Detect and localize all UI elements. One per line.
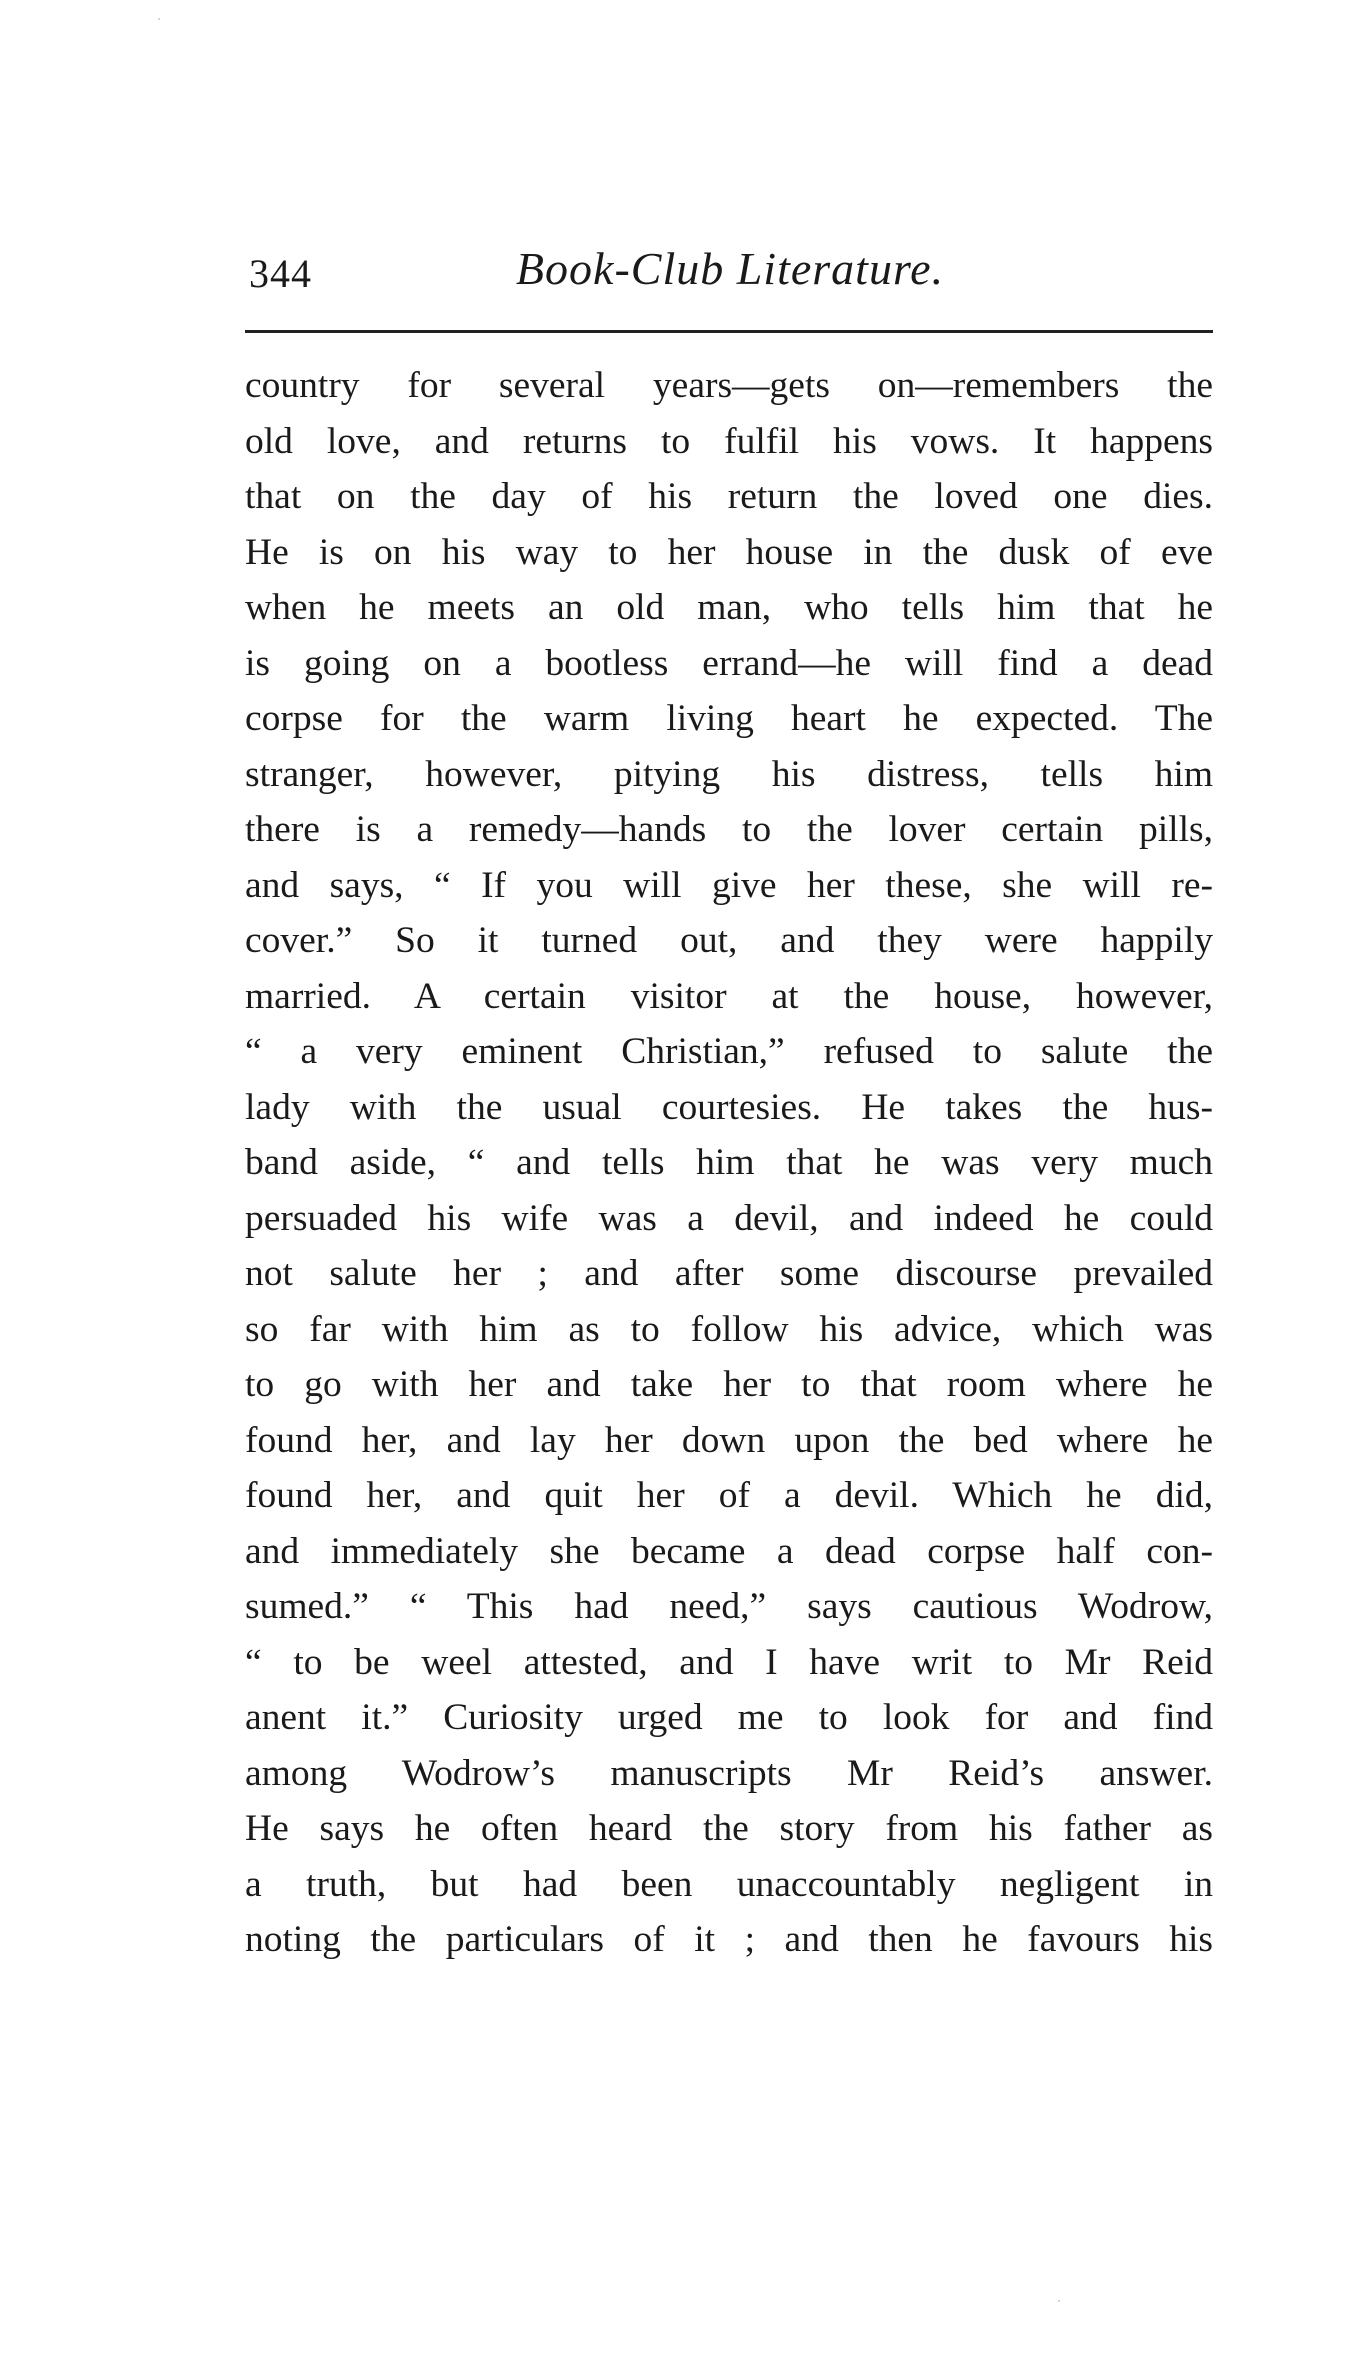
paper-speck <box>158 18 160 20</box>
text-line: a truth, but had been unaccountably negligent in <box>245 1863 1213 1905</box>
header-rule <box>245 330 1213 333</box>
page-header <box>245 240 1215 310</box>
text-line: among Wodrow’s manuscripts Mr Reid’s answer. <box>245 1752 1213 1794</box>
text-line: and immediately she became a dead corpse half con- <box>245 1530 1213 1572</box>
paper-speck <box>1058 2300 1060 2302</box>
text-line: is going on a bootless errand—he will find a dead <box>245 642 1213 684</box>
text-line: He says he often heard the story from his father as <box>245 1808 1213 1849</box>
body-text <box>245 358 1213 1968</box>
text-line: old love, and returns to fulfil his vows. It happens <box>245 420 1213 462</box>
text-line: not salute her ; and after some discourse prevailed <box>245 1253 1213 1294</box>
text-line: noting the particulars of it ; and then he favours his <box>245 1919 1213 1960</box>
text-line: lady with the usual courtesies. He takes the hus- <box>245 1086 1213 1128</box>
text-line: anent it.” Curiosity urged me to look for and find <box>245 1697 1213 1738</box>
text-line: country for several years—gets on—remembers the <box>245 365 1213 406</box>
text-line: “ a very eminent Christian,” refused to salute the <box>245 1031 1213 1072</box>
text-line: and says, “ If you will give her these, she will re- <box>245 864 1213 906</box>
running-title: Book-Club Literature. <box>515 243 945 294</box>
text-line: He is on his way to her house in the dusk of eve <box>245 531 1213 573</box>
text-line: “ to be weel attested, and I have writ to Mr Reid <box>245 1641 1213 1683</box>
text-line: married. A certain visitor at the house, however, <box>245 975 1213 1017</box>
text-line: that on the day of his return the loved one dies. <box>245 476 1213 517</box>
text-line: cover.” So it turned out, and they were happily <box>245 920 1213 961</box>
text-line: found her, and lay her down upon the bed where he <box>245 1419 1213 1461</box>
text-line: found her, and quit her of a devil. Which he did, <box>245 1475 1213 1516</box>
text-line: when he meets an old man, who tells him that he <box>245 587 1213 628</box>
page-number: 344 <box>249 251 312 296</box>
text-line: sumed.” “ This had need,” says cautious Wodrow, <box>245 1586 1213 1627</box>
text-line: stranger, however, pitying his distress, tells him <box>245 753 1213 795</box>
text-line: band aside, “ and tells him that he was very much <box>245 1142 1213 1183</box>
text-line: there is a remedy—hands to the lover certain pills, <box>245 809 1213 850</box>
text-line: persuaded his wife was a devil, and indeed he could <box>245 1197 1213 1239</box>
text-line: to go with her and take her to that room where he <box>245 1364 1213 1405</box>
text-line: corpse for the warm living heart he expected. The <box>245 698 1213 739</box>
text-line: so far with him as to follow his advice, which was <box>245 1308 1213 1350</box>
